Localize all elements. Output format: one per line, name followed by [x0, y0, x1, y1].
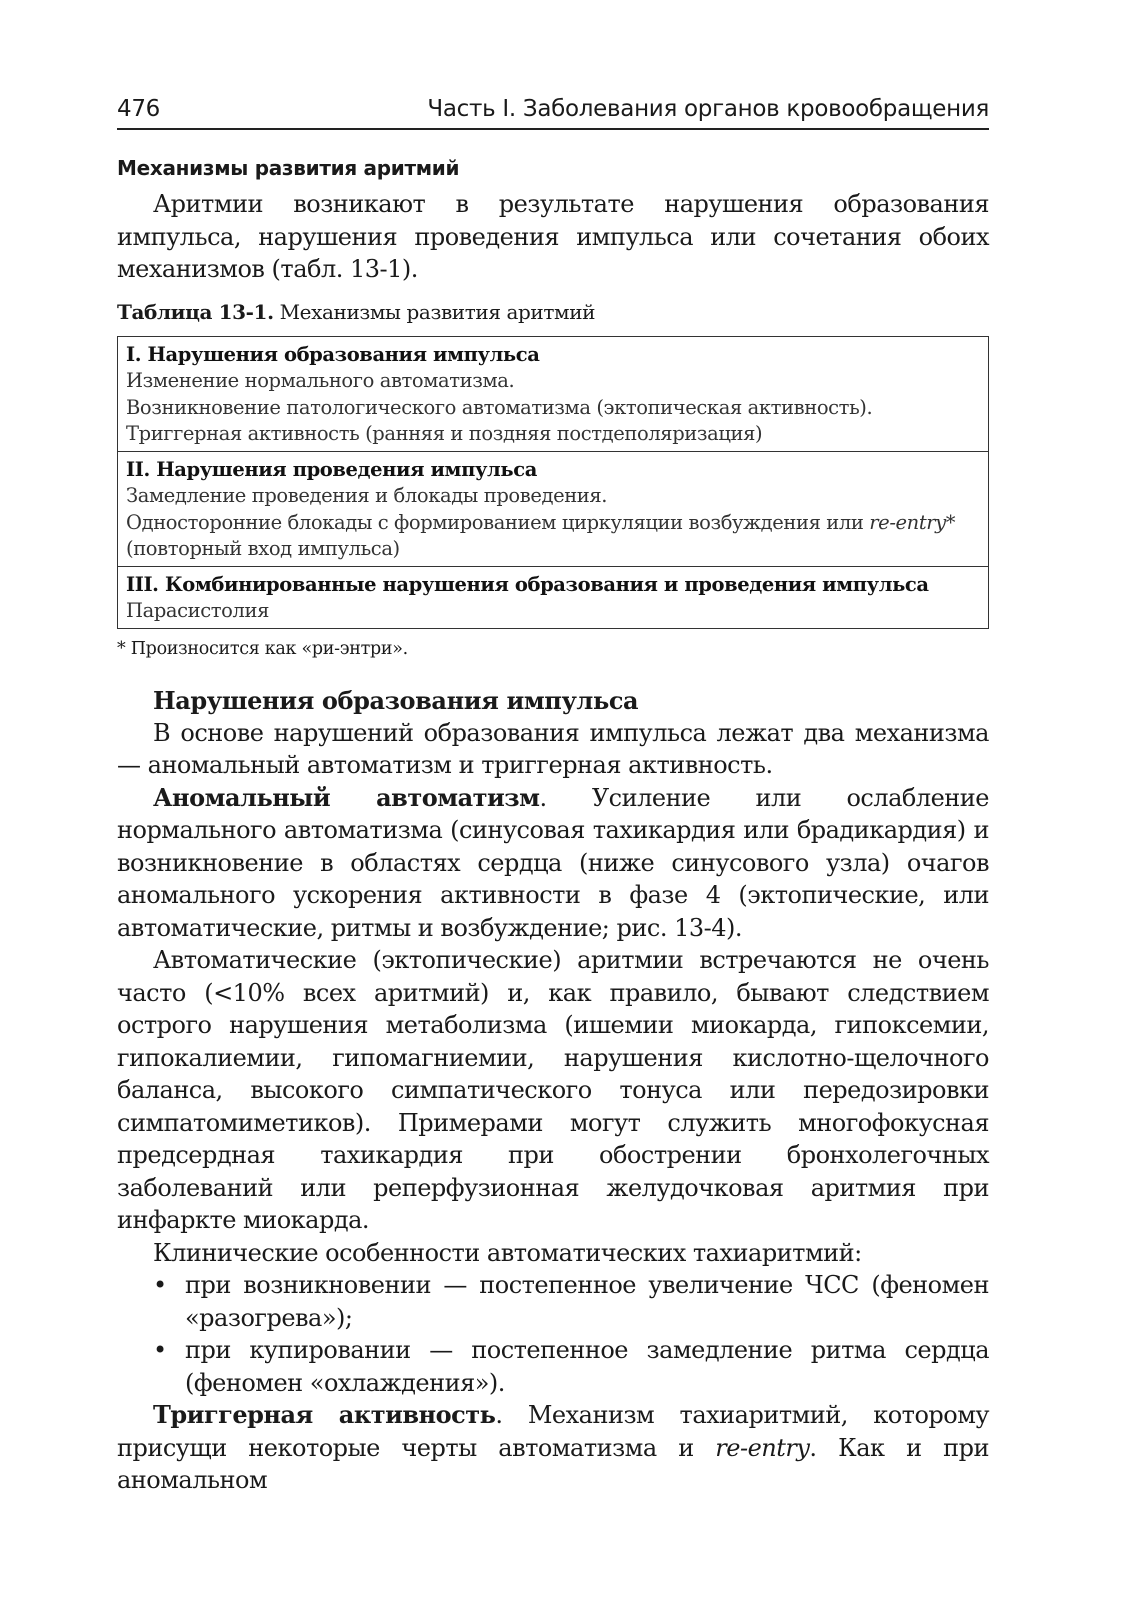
term-re-entry: re-entry — [715, 1433, 810, 1462]
footnote-marker: * — [945, 510, 956, 534]
table-line-term: re-entry — [869, 510, 946, 534]
list-item — [117, 1269, 989, 1334]
page-number: 476 — [117, 96, 160, 122]
bullet-icon: • — [153, 1336, 167, 1364]
table-line: Триггерная активность (ранняя и поздняя постдеполяризация) — [126, 422, 763, 445]
table-group-heading: III. Комбинированные нарушения образования и проведения импульса — [126, 572, 929, 596]
section-intro: Аритмии возникают в результате нарушения образования импульса, нарушения проведения импульса или сочетания обоих механизмов (табл. 13-1). — [117, 190, 989, 283]
table-line — [126, 510, 980, 537]
list-item-text: при купировании — постепенное замедление ритма сердца (феномен «охлаждения»). — [185, 1336, 989, 1397]
table-line: Парасистолия — [126, 599, 269, 622]
running-title: Часть I. Заболевания органов кровообращения — [427, 96, 989, 122]
table-line-text: Односторонние блокады с формированием циркуляции возбуждения или — [126, 510, 870, 534]
table-line: (повторный вход импульса) — [126, 537, 400, 560]
table-group-3 — [118, 566, 988, 628]
running-head — [117, 96, 989, 130]
table-footnote: * Произносится как «ри-энтри». — [117, 638, 408, 659]
table-caption — [117, 300, 989, 324]
table-group-heading: II. Нарушения проведения импульса — [126, 457, 537, 481]
term-abnormal-automaticity: Аномальный автоматизм — [153, 782, 540, 812]
bullet-icon: • — [153, 1271, 167, 1299]
features-list — [117, 1269, 989, 1399]
term-triggered-activity: Триггерная активность — [153, 1400, 496, 1429]
paragraph-5-text-b: . Как и при аномальном — [117, 1433, 989, 1494]
mechanisms-table — [117, 336, 989, 629]
paragraph-5-text-a: . Механизм тахиаритмий, которому присущи некоторые черты автоматизма и — [117, 1401, 990, 1462]
table-group-1 — [118, 337, 988, 451]
paragraph-3: Автоматические (эктопические) аритмии встречаются не очень часто (<10% всех аритмий) и, как правило, бывают следствием острого нарушения метаболизма (ишемии миокарда, гипоксемии, гипокалиемии, гипомагниемии, нарушения кислотно-щелочного баланса, высокого симпатического тонуса или передозировки симпатомиметиков). Примерами могут служить многофокусная предсердная тахикардия при обострении бронхолегочных заболеваний или реперфузионная желудочковая аритмия при инфаркте миокарда. — [117, 946, 989, 1234]
paragraph-4: Клинические особенности автоматических тахиаритмий: — [153, 1238, 862, 1267]
table-label: Таблица 13-1. — [117, 299, 274, 324]
list-item-text: при возникновении — постепенное увеличение ЧСС (феномен «разогрева»); — [185, 1271, 989, 1332]
paragraph-2-text: . Усиление или ослабление нормального автоматизма (синусовая тахикардия или брадикардия) и возникновение в областях сердца (ниже синусового узла) очагов аномального ускорения активности в фазе 4 (эктопические, или автоматические, ритмы и возбуждение; рис. 13-4). — [117, 783, 990, 942]
table-line: Возникновение патологического автоматизма (эктопическая активность). — [126, 395, 873, 419]
table-line: Изменение нормального автоматизма. — [126, 369, 515, 392]
paragraph-2 — [117, 782, 989, 945]
subsection-title: Нарушения образования импульса — [153, 685, 639, 715]
table-title: Механизмы развития аритмий — [273, 299, 596, 324]
paragraph-1: В основе нарушений образования импульса лежат два механизма — аномальный автоматизм и триггерная активность. — [117, 718, 989, 779]
paragraph-5 — [117, 1399, 989, 1497]
section-title: Механизмы развития аритмий — [117, 156, 460, 180]
list-item — [117, 1334, 989, 1399]
table-line: Замедление проведения и блокады проведения. — [126, 484, 608, 507]
table-group-heading: I. Нарушения образования импульса — [126, 342, 540, 366]
page — [117, 96, 989, 1497]
table-group-2 — [118, 451, 988, 566]
